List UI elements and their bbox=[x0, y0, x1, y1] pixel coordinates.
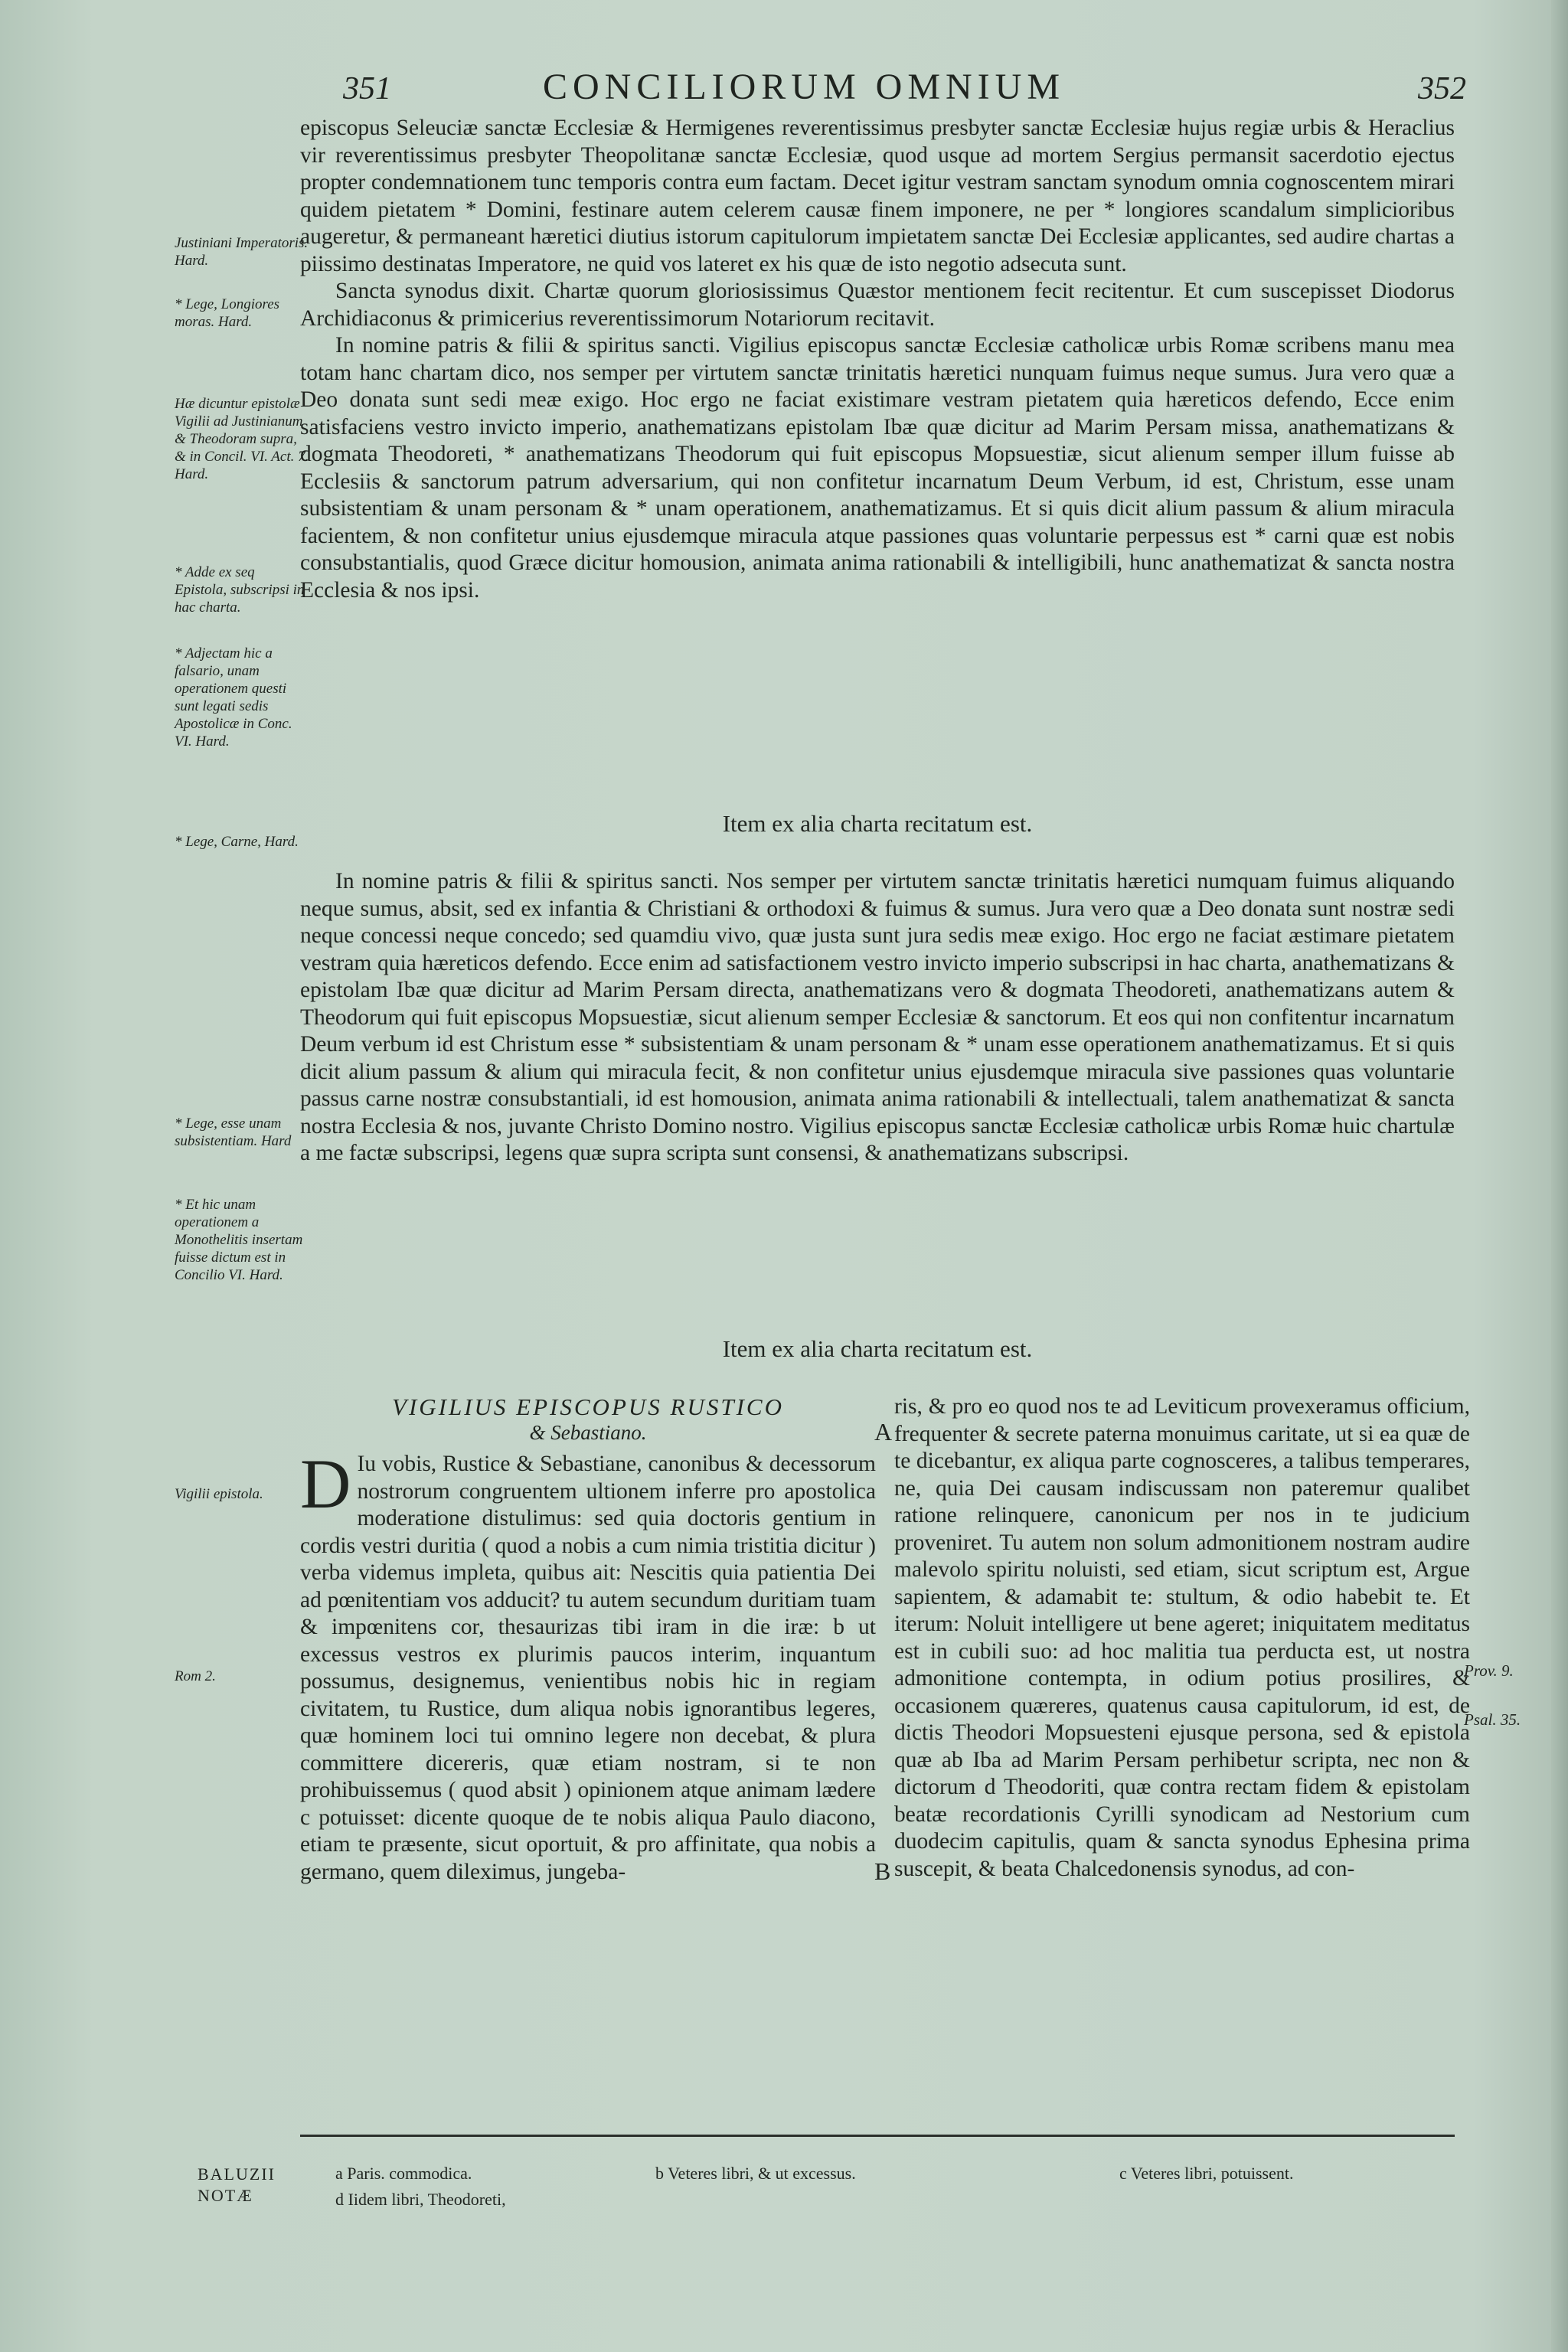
letter-title: VIGILIUS EPISCOPUS RUSTICO bbox=[392, 1393, 784, 1420]
side-note: * Et hic unam operationem a Monothelitis insertam fuisse dictum est in Concilio VI. Hard. bbox=[175, 1197, 303, 1283]
right-note: Prov. 9. bbox=[1464, 1661, 1514, 1680]
letter-column-right bbox=[894, 1393, 1470, 1883]
footnote: c Veteres libri, potuissent. bbox=[1119, 2164, 1294, 2183]
page-number-left: 351 bbox=[343, 71, 391, 106]
section-heading: Item ex alia charta recitatum est. bbox=[722, 810, 1033, 837]
paragraph: episcopus Seleuciæ sanctæ Ecclesiæ & Hermigenes reverentissimus presbyter sanctæ Ecclesiæ hujus regiæ urbis & Heraclius vir reverentissimus presbyter Theopolitanæ sanctæ Ecclesiæ, quod usque ad mortem Sergius permansit sacerdotio ejectus propter condemnationem tunc temporis contra eum factam. Decet igitur vestram sanctam synodum omnia cognoscentem mirari quidem pietatem * Domini, festinare autem celerem causæ finem imponere, ne per * longiores scandalum simplicioribus augeretur, & permaneant hæretici diutius istorum capitulorum impietatem sanctæ Dei Ecclesiæ applicantes, sed audire chartas a piissimo destinatas Imperatore, ne quid vos lateret ex his quæ de isto negotio adsecuta sunt. bbox=[300, 116, 1455, 276]
paragraph: In nomine patris & filii & spiritus sancti. Vigilius episcopus sanctæ Ecclesiæ catholicæ urbis Romæ scribens manu mea totam hanc chartam dico, nos semper per virtutem sanctæ trinitatis hæretici nunquam fuimus neque sumus. Jura vero quæ a Deo donata sunt sedi meæ exigo. Hoc ergo ne faciat existimare vestram pietatem quia hæreticos defendo, Ecce enim satisfaciens vestro invicto imperio, anathematizans epistolam Ibæ quæ dicitur ad Marim Persam missa, anathematizans & dogmata Theodoreti, * anathematizans Theodorum qui fuit episcopus Mopsuestiæ, sicut alienum semper illum fuisse ab Ecclesiis & sanctorum patrum adversarium, qui non confitetur incarnatum Deum Verbum, id est, Christum, esse unam subsistentiam & unam personam & * unam operationem, anathematizamus. Et si quis dicit alium passum & alium miracula facientem, & non confitetur unius ejusdemque miracula atque passiones quas voluntarie perpessus est * carni quæ est nobis consubstantialis, quod Græce dicitur homousion, animata anima rationabili & intelligibili, hunc anathematizat & sancta nostra Ecclesia & nos ipsi. bbox=[300, 333, 1455, 603]
body-block-2 bbox=[300, 868, 1455, 1168]
side-note: Hæ dicuntur epistolæ Vigilii ad Justinianum & Theodoram supra, & in Concil. VI. Act. 7. Hard. bbox=[175, 396, 309, 482]
letter-body-left: Iu vobis, Rustice & Sebastiane, canonibus & decessorum nostrorum congruentem ultionem inferre pro apostolica moderatione distulimus: sed quia doctoris gentium in cordis vestri duritia ( quod a nobis a cum nimia tristitia dicitur ) verba videmus impleta, quibus ait: Nescitis quia patientia Dei ad pœnitentiam vos adducit? tu autem secundum duritiam tuam & impœnitens cor, thesaurizas tibi iram in die iræ: b ut excessus vestros ex plurimis paucos interim, inquantum possumus, designemus, venientibus nobis hic in regiam civitatem, tu Rustice, dum aliqua nobis ignorantibus legeres, quæ hominem loci tui omnino legere non decebat, & plura committere dicereris, quæ etiam nostram, si te non prohibuissemus ( quod absit ) opinionem atque animam lædere c potuisset: dicente quoque de te nobis aliqua Paulo diacono, etiam te præsente, sicut oportuit, & pro affinitate, qua nobis a germano, quem dileximus, jungeba- bbox=[300, 1452, 876, 1884]
footnote-label: BALUZII NOTÆ bbox=[198, 2164, 276, 2205]
drop-cap: D bbox=[300, 1445, 351, 1523]
running-head: CONCILIORUM OMNIUM bbox=[542, 67, 1065, 107]
side-note: * Adjectam hic a falsario, unam operationem questi sunt legati sedis Apostolicæ in Conc. VI. Hard. bbox=[175, 645, 292, 750]
footnote: d Iidem libri, Theodoreti, bbox=[335, 2190, 506, 2209]
side-note: Vigilii epistola. bbox=[175, 1486, 263, 1502]
side-note: Rom 2. bbox=[175, 1668, 216, 1684]
side-note: * Lege, esse unam subsistentiam. Hard bbox=[175, 1116, 292, 1149]
page-edge bbox=[1551, 0, 1568, 2352]
page-number-right: 352 bbox=[1418, 71, 1466, 106]
body-block-1 bbox=[300, 115, 1455, 604]
footnote: b Veteres libri, & ut excessus. bbox=[655, 2164, 856, 2183]
side-note: * Adde ex seq Epistola, subscripsi in hac charta. bbox=[175, 564, 305, 616]
section-heading: Item ex alia charta recitatum est. bbox=[722, 1335, 1033, 1362]
letter-body-right: ris, & pro eo quod nos te ad Leviticum provexeramus officium, frequenter & secrete paterna monuimus caritate, ut si ea quæ de te dicebantur, ex aliqua parte cognosceres, a talibus temperares, ne, quia Dei causam indiscussam non pateremur qualibet ratione relinquere, canonicum per nos in te judicium proveniret. Tu autem non solum admonitionem nostram audire malevolo spiritu noluisti, sed etiam, sicut scriptum est, Argue sapientem, & adamabit te: stultum, & odio habebit te. Et iterum: Noluit intelligere ut bene ageret; iniquitatem meditatus est in cubili suo: ad hoc malitia tua perducta est, ut nostra admonitione contempta, in odium potius prosilires, & occasionem quæreres, quatenus causa capitulorum, id est, de dictis Theodori Mopsuesteni ejusque persona, sed & epistola quæ ab Iba ad Marim Persam perhibetur scripta, nec non & dictorum d Theodoriti, quæ contra rectam fidem & epistolam beatæ recordationis Cyrilli synodicam ad Nestorium cum duodecim capitulis, quam & sancta synodus Ephesina prima suscepit, & beata Chalcedonensis synodus, ad con- bbox=[894, 1394, 1470, 1881]
paragraph: Sancta synodus dixit. Chartæ quorum gloriosissimus Quæstor mentionem fecit recitentur. Et cum suscepisset Diodorus Archidiaconus & primicerius reverentissimorum Notariorum recitavit. bbox=[300, 279, 1455, 331]
margin-marker-b: B bbox=[874, 1857, 891, 1885]
footnote-rule bbox=[300, 2135, 1455, 2137]
letter-subtitle: & Sebastiano. bbox=[529, 1421, 647, 1444]
letter-column-left bbox=[300, 1393, 876, 1886]
right-note: Psal. 35. bbox=[1464, 1710, 1521, 1729]
letter-text-left bbox=[300, 1445, 876, 1886]
margin-marker-a: A bbox=[874, 1418, 893, 1446]
side-note: Justiniani Imperatoris. Hard. bbox=[175, 235, 309, 269]
side-note: * Lege, Carne, Hard. bbox=[175, 834, 299, 850]
paragraph: In nomine patris & filii & spiritus sancti. Nos semper per virtutem sanctæ trinitatis hæretici numquam fuimus aliquando neque sumus, absit, sed ex infantia & Christiani & orthodoxi & fuimus & sumus. Jura vero quæ a Deo donata sunt nostræ sedi neque concessi neque concedo; sed quamdiu vivo, quæ justa sunt jura sedis meæ exigo. Hoc ergo ne faciat æstimare pietatem vestram quia hæreticos defendo. Ecce enim ad satisfactionem vestro invicto imperio subscripsi in hac charta, anathematizans & epistolam Ibæ quæ dicitur ad Marim Persam directa, anathematizans vero & dogmata Theodoreti, anathematizans autem & Theodorum qui fuit episcopus Mopsuestiæ, sicut alienum semper Ecclesiæ & sanctorum. Et eos qui non confitentur incarnatum Deum verbum id est Christum esse * subsistentiam & unam personam & * unam esse operationem anathematizamus. Et si quis dicit alium passum & alium qui miracula fecit, & non confitetur unius ejusdemque miracula sive passiones quas voluntarie passus carne nostræ consubstantiali, id est homousion, animata anima rationabili & intellectuali, talem anathematizat & sancta nostra Ecclesia & nos, juvante Christo Domino nostro. Vigilius episcopus sanctæ Ecclesiæ catholicæ urbis Romæ huic chartulæ a me factæ subscripsi, legens quæ supra scripta sunt consensi, & anathematizans subscripsi. bbox=[300, 869, 1455, 1165]
side-note: * Lege, Longiores moras. Hard. bbox=[175, 296, 280, 330]
footnote: a Paris. commodica. bbox=[335, 2164, 472, 2183]
